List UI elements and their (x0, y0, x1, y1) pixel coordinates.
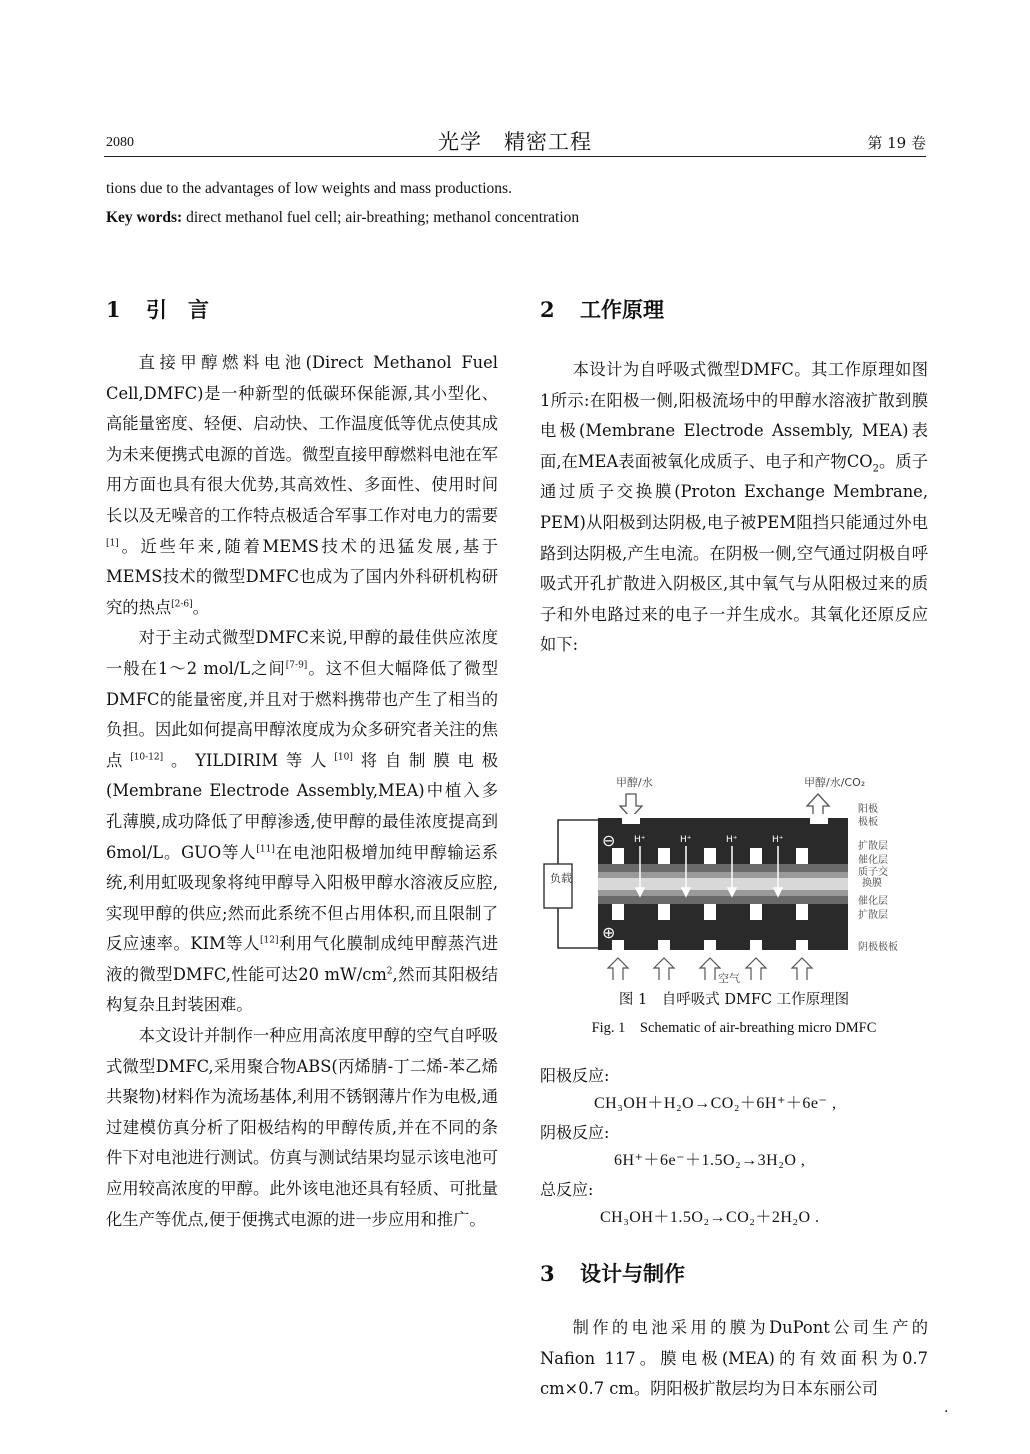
intro-paragraph-3: 本文设计并制作一种应用高浓度甲醇的空气自呼吸式微型DMFC,采用聚合物ABS(丙烯腈-丁二烯-苯乙烯共聚物)材料作为流场基体,利用不锈钢薄片作为电极,通过建模仿真分析了阳极结构的甲醇传质,并在不同的条件下对电池进行测试。仿真与测试结果均显示该电池可应用较高浓度的甲醇。此外该电池还具有轻质、可批量化生产等优点,便于便携式电源的进一步应用和推广。 (106, 1026, 498, 1229)
section3-title: 设计与制作 (580, 1261, 685, 1286)
svg-text:换膜: 换膜 (862, 878, 882, 889)
svg-text:阴极极板: 阴极极板 (858, 942, 898, 953)
header-rule (104, 156, 926, 157)
svg-text:扩散层: 扩散层 (858, 910, 888, 921)
total-reaction-equation: CH₃OH＋1.5O₂→CO₂＋2H₂O . (600, 1209, 820, 1226)
cathode-reaction-equation: 6H⁺＋6e⁻＋1.5O₂→3H₂O , (614, 1152, 806, 1169)
figure-1-caption-en: Fig. 1 Schematic of air-breathing micro DMFC (591, 1020, 877, 1036)
svg-text:质子交: 质子交 (858, 867, 888, 878)
corner-mark: · (944, 1404, 949, 1420)
load-box (544, 864, 572, 908)
anode-outlet-gap (810, 814, 828, 824)
figure-1 (540, 770, 928, 985)
svg-text:H⁺: H⁺ (680, 835, 692, 845)
section1-title: 引 言 (146, 297, 209, 322)
anode-diffusion-layer (598, 864, 848, 872)
keywords-colon: : (177, 209, 183, 226)
cathode-diffusion-layer (598, 896, 848, 904)
svg-text:H⁺: H⁺ (726, 835, 738, 845)
volume-label: 第 19 卷 (867, 134, 926, 152)
section2-heading (540, 294, 664, 324)
anode-reaction-equation: CH₃OH＋H₂O→CO₂＋6H⁺＋6e⁻ , (594, 1095, 837, 1112)
left-column (106, 348, 498, 1235)
keywords-label: Key words (106, 209, 178, 226)
section3-heading (540, 1258, 685, 1288)
intro-paragraph-2: 对于主动式微型DMFC来说,甲醇的最佳供应浓度一般在1～2 mol/L之间[7-9]。这不但大幅降低了微型DMFC的能量密度,并且对于燃料携带也产生了相当的负担。因此如何提高甲醇浓度成为众多研究者关注的焦点[10-12]。YILDIRIM等人[10]将自制膜电极(Membrane Electrode Assembly,MEA)中植入多孔薄膜,成功降低了甲醇渗透,使甲醇的最佳浓度提高到6mol/L。GUO等人[11]在电池阳极增加纯甲醇输运系统,利用虹吸现象将纯甲醇导入阳极甲醇水溶液反应腔,实现甲醇的供应;然而此系统不但占用体积,而且限制了反应速率。KIM等人[12]利用气化膜制成纯甲醇蒸汽进液的微型DMFC,性能可达20 $mW/cm^2$,然而其阳极结构复杂且封装困难。 (106, 628, 498, 1015)
svg-text:极板: 极板 (858, 817, 878, 828)
journal-title: 光学 精密工程 (438, 130, 592, 154)
section1-number: 1 (106, 297, 121, 322)
section2-number: 2 (540, 297, 555, 322)
svg-text:阳极: 阳极 (858, 804, 878, 815)
principle-paragraph: 本设计为自呼吸式微型DMFC。其工作原理如图1所示:在阳极一侧,阳极流场中的甲醇水溶液扩散到膜电极(Membrane Electrode Assembly, MEA)表面,在MEA表面被氧化成质子、电子和产物$CO_2$。质子通过质子交换膜(Proton Exchange Membrane, PEM)从阳极到达阴极,电子被PEM阻挡只能通过外电路到达阴极,产生电流。在阴极一侧,空气通过阴极自呼吸式开孔扩散进入阴极区,其中氧气与从阳极过来的质子和外电路过来的电子一并生成水。其氧化还原反应如下: (540, 360, 928, 655)
methanol-in-label: 甲醇/水 (616, 776, 653, 789)
svg-text:催化层: 催化层 (858, 896, 888, 907)
anode-reaction-label: 阳极反应: (540, 1066, 610, 1085)
air-arrows (608, 958, 812, 980)
minus-terminal: ⊖ (602, 831, 616, 850)
svg-text:H⁺: H⁺ (634, 835, 646, 845)
design-paragraph: 制作的电池采用的膜为DuPont公司生产的Nafion 117。膜电极(MEA)的有效面积为0.7 cm×0.7 cm。阴阳极扩散层均为日本东丽公司 (540, 1318, 928, 1399)
keywords-line (106, 209, 579, 227)
cathode-catalyst-layer (598, 890, 848, 896)
figure-1-caption-cn: 图 1 自呼吸式 DMFC 工作原理图 (618, 992, 850, 1008)
layer-labels (858, 802, 898, 953)
section1-heading (106, 294, 209, 324)
svg-text:扩散层: 扩散层 (858, 841, 888, 852)
svg-text:催化层: 催化层 (858, 855, 888, 866)
abstract-tail: tions due to the advantages of low weights and mass productions. (106, 180, 512, 197)
right-column-upper (540, 355, 928, 661)
figure-1-schematic (540, 770, 928, 980)
total-reaction-label: 总反应: (540, 1180, 594, 1199)
plus-terminal: ⊕ (602, 923, 616, 942)
intro-paragraph-1: 直接甲醇燃料电池(Direct Methanol Fuel Cell,DMFC)是一种新型的低碳环保能源,其小型化、高能量密度、轻便、启动快、工作温度低等优点使其成为未来便携式电源的首选。微型直接甲醇燃料电池在军用方面也具有很大优势,其高效性、多面性、使用时间长以及无噪音的工作特点极适合军事工作对电力的需要[1]。近些年来,随着MEMS技术的迅猛发展,基于MEMS技术的微型DMFC也成为了国内外科研机构研究的热点[2-6]。 (106, 353, 498, 617)
section3-number: 3 (540, 1261, 555, 1286)
cathode-reaction-label: 阴极反应: (540, 1123, 610, 1142)
svg-text:H⁺: H⁺ (772, 835, 784, 845)
load-label: 负载 (550, 872, 572, 885)
design-paragraph-block (540, 1313, 928, 1405)
keywords-text: direct methanol fuel cell; air-breathing; methanol concentration (186, 209, 580, 226)
cathode-plate (598, 904, 848, 950)
anode-catalyst-layer (598, 872, 848, 878)
air-label: 空气 (718, 972, 740, 985)
methanol-out-label: 甲醇/水/CO₂ (804, 776, 866, 789)
section2-title: 工作原理 (580, 297, 664, 322)
anode-inlet-gap (622, 814, 640, 824)
page-number: 2080 (106, 135, 134, 150)
